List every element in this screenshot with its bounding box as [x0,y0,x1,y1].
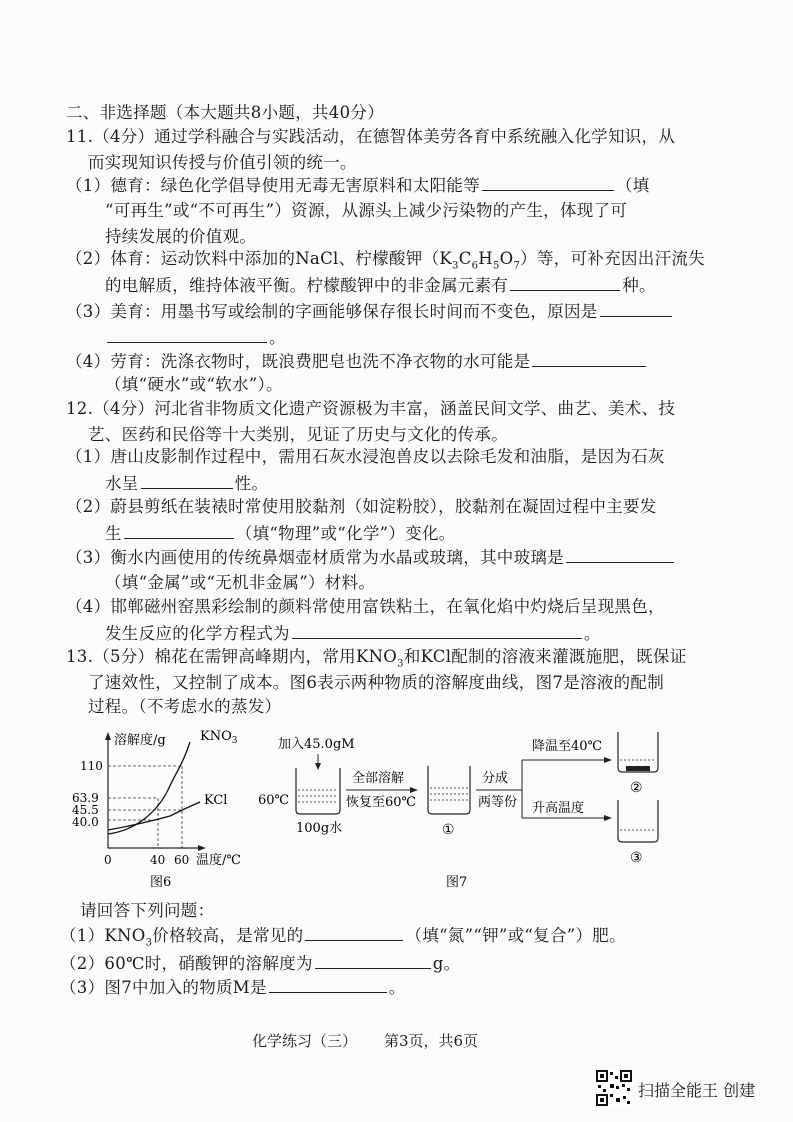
q13-line1-text2: 和KCl配制的溶液来灌溉施肥，既保证 [403,647,687,666]
beaker-3 [618,800,658,842]
q13-line2: 了速效性，又控制了成本。图6表示两种物质的溶解度曲线，图7是溶液的配制 [88,673,664,692]
q12-part3-text: （3）衡水内画使用的传统鼻烟壶材质常为水晶或玻璃，其中玻璃是 [66,548,564,567]
answer-blank[interactable] [141,472,233,489]
subscript: 3 [145,937,153,949]
subscript: 3 [452,260,459,272]
answer-blank[interactable] [600,300,672,317]
q13-ask: 请回答下列问题： [80,901,215,920]
q13-part1-text3: （填“氮”“钾”或“复合”）肥。 [405,926,626,945]
qr-code-icon [596,1070,632,1106]
answer-blank[interactable] [532,350,646,367]
q13-line1 [66,646,687,668]
q13-part2 [60,952,460,975]
q11-line2: 而实现知识传授与价值引领的统一。 [88,153,357,172]
q11-part2-text3: 的电解质，维持体液平衡。柠檬酸钾中的非金属元素有 [105,276,509,295]
figure-6-caption: 图6 [150,875,172,890]
solubility-chart [60,726,260,894]
q11-part3 [66,300,674,323]
q12-part1-text2: 性。 [234,474,269,493]
answer-blank[interactable] [107,326,267,343]
q12-part2-cont [105,522,456,545]
answer-blank[interactable] [315,952,431,969]
temp-label: 60℃ [258,793,290,808]
answer-blank[interactable] [566,546,674,563]
split-top-label: 分成 [482,771,509,786]
add-arrow-head [315,763,321,770]
q12-part1-text: 水呈 [105,474,139,493]
step1-top-label: 全部溶解 [352,771,405,786]
q12-part4-cont [105,622,601,645]
scanner-watermark: 扫描全能王 创建 [638,1081,756,1100]
label-3: ③ [630,850,643,866]
branch-up-head [604,757,612,763]
q11-part3-end: 。 [269,328,286,347]
q12-part1-cont [105,472,268,495]
subscript: 7 [513,260,521,272]
q11-part1-cont: “可再生”或“不可再生”）资源，从源头上减少污染物的产生，体现了可 [105,201,628,220]
q11-part2-text2: ）等，可补充因出汗流失 [520,249,705,268]
ytick-45-5: 45.5 [72,803,99,817]
step1-arrow-head [410,787,418,793]
split-bottom-label: 两等份 [478,795,518,810]
ytick-40-0: 40.0 [72,815,99,829]
q12-part2: （2）蔚县剪纸在装裱时常使用胶黏剂（如淀粉胶），胶黏剂在凝固过程中主要发 [66,497,657,516]
figure-6 [60,726,260,894]
formula-part: C [458,249,472,268]
q13-part1-text: （1）KNO [60,926,146,945]
q13-part2-text: （2）60℃时，硝酸钾的溶解度为 [60,954,313,973]
formula-part: H [478,249,493,268]
origin-label: 0 [104,853,112,867]
q13-part2-text2: g。 [432,954,461,973]
ytick-110: 110 [80,759,103,773]
q12-part2-text: 生 [105,524,122,543]
q13-part1-text2: 价格较高，是常见的 [152,926,304,945]
x-axis-arrow [198,845,206,851]
footer-page: 第3页，共6页 [384,1032,479,1050]
q11-part4-text: （4）劳育：洗涤衣物时，既浪费肥皂也洗不净衣物的水可能是 [66,352,531,371]
q12-part4-end: 。 [583,624,601,643]
q12-line2: 艺、医药和民俗等十大类别，见证了历史与文化的传承。 [88,425,508,444]
q11-part1-text2: （填 [616,176,650,195]
q13-part3 [60,976,406,999]
q11-part2-text4: 种。 [622,276,656,295]
kcl-curve [108,802,200,830]
kcl-label: KCl [204,793,228,808]
beaker-1 [428,766,470,814]
q12-part2-text2: （填“物理”或“化学”）变化。 [235,524,456,543]
subscript: 6 [471,260,479,272]
step1-bottom-label: 恢复至60℃ [346,795,417,810]
figure-7-caption: 图7 [446,875,468,890]
answer-blank[interactable] [269,976,387,993]
q11-part1-text: （1）德育：绿色化学倡导使用无毒无害原料和太阳能等 [66,176,480,195]
q12-part4: （4）邯郸磁州窑黑彩绘制的颜料常使用富铁粘土，在氧化焰中灼烧后呈现黑色， [66,597,665,616]
formula-part: O [499,249,514,268]
q12-part1: （1）唐山皮影制作过程中，需用石灰水浸泡兽皮以去除毛发和油脂，是因为石灰 [66,447,665,466]
q12-part3-cont: （填“金属”或“无机非金属”）材料。 [105,573,376,592]
section-header: 二、非选择题（本大题共8小题，共40分） [66,103,384,122]
process-diagram [250,726,670,894]
subscript: 5 [493,260,500,272]
q13-part3-end: 。 [388,978,406,997]
q11-part1 [66,174,650,197]
q11-part4-cont: （填“硬水”或“软水”）。 [105,375,283,394]
figure-7 [250,726,670,894]
label-2: ② [630,780,643,796]
q13-line1-text: 13.（5分）棉花在需钾高峰期内，常用KNO [66,647,398,666]
beaker-2 [618,732,658,772]
q11-part1-cont2: 持续发展的价值观。 [105,227,257,246]
subscript: 3 [397,658,404,670]
q11-part2 [66,248,705,270]
xtick-40: 40 [150,853,166,867]
y-axis-label: 溶解度/g [114,733,166,748]
water-label: 100g水 [296,821,343,836]
q13-part3-text: （3）图7中加入的物质M是 [60,978,267,997]
q11-part3-text: （3）美育：用墨书写或绘制的字画能够保存很长时间而不变色，原因是 [66,302,598,321]
footer-title: 化学练习（三） [252,1032,358,1050]
answer-blank[interactable] [124,522,234,539]
q11-part4 [66,350,648,373]
add-label: 加入45.0gM [278,737,355,752]
label-1: ① [442,822,455,838]
q11-part2-cont [105,274,656,297]
q11-part3-cont [105,326,286,349]
branch-down-head [604,815,612,821]
branch-down-label: 升高温度 [532,801,585,816]
answer-blank[interactable] [305,924,403,941]
q12-part3 [66,546,676,569]
branch-up-label: 降温至40℃ [532,739,603,754]
q12-part4-text: 发生反应的化学方程式为 [105,624,290,643]
answer-blank[interactable] [510,274,620,291]
answer-blank[interactable] [482,174,614,191]
q13-part1 [60,924,626,947]
q11-line1: 11.（4分）通过学科融合与实践活动，在德智体美劳各育中系统融入化学知识，从 [66,127,676,146]
x-axis-label: 温度/℃ [196,853,241,868]
answer-blank[interactable] [292,622,582,639]
xtick-60: 60 [174,853,190,867]
kno3-label: $KNO_3$ [200,729,238,746]
y-axis-arrow [105,732,111,740]
q13-line3: 过程。（不考虑水的蒸发） [88,697,282,716]
ytick-63-9: 63.9 [72,791,99,805]
q11-part2-text: （2）体育：运动饮料中添加的NaCl、柠檬酸钾（K [66,249,453,268]
beaker-initial [296,768,340,814]
q12-line1: 12.（4分）河北省非物质文化遗产资源极为丰富，涵盖民间文学、曲艺、美术、技 [66,399,676,418]
